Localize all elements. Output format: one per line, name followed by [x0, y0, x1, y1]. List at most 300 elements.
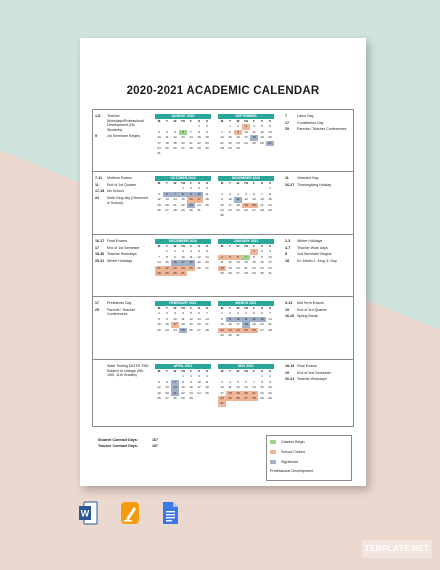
day-cell: 8	[198, 129, 200, 134]
day-cell	[266, 333, 274, 338]
day-cell: 21	[189, 140, 193, 145]
month-header: AUGUST 2020	[155, 114, 211, 119]
note	[95, 134, 150, 139]
watermark: TEMPLATE.NET	[362, 540, 432, 558]
weekday-label: S	[260, 119, 264, 123]
day-cell: 27	[242, 396, 250, 401]
note	[285, 246, 351, 251]
weekday-label: W	[173, 244, 177, 248]
left-notes	[95, 176, 150, 207]
note-date: 25	[285, 127, 289, 132]
day-cell: 13	[258, 317, 266, 322]
day-cell: 27	[165, 395, 169, 400]
day-cell: 30	[189, 207, 193, 212]
calendar-row	[93, 110, 353, 172]
weekday-label: F	[190, 306, 192, 310]
note-text: 1st Semester Begins	[107, 134, 141, 139]
note-text: End of 1st Quarter	[107, 182, 137, 187]
day-cell: 16	[205, 135, 209, 140]
day-cell: 20	[205, 260, 209, 265]
day-cell: 8	[221, 316, 223, 321]
weekday-label: F	[190, 244, 192, 248]
day-cell: 15	[268, 197, 272, 202]
day-cell: 24	[244, 140, 248, 145]
day-cell: 12	[197, 254, 201, 259]
legend-label: Classes Begin	[281, 440, 305, 444]
legend	[266, 435, 352, 481]
day-cell: 24	[157, 145, 161, 150]
day-cell: 17	[179, 260, 187, 265]
note-date: 7	[285, 114, 287, 118]
weekday-label: S	[197, 119, 201, 123]
contract-days	[98, 437, 158, 449]
day-cell: 14	[189, 135, 193, 140]
teacher-days-value: 187	[152, 444, 158, 448]
legend-classes-begin	[270, 440, 305, 444]
day-cell: 29	[197, 145, 201, 150]
day-cell	[250, 333, 258, 338]
day-cell: 29	[163, 271, 171, 276]
day-cell: 10	[173, 316, 177, 321]
day-cell: 16	[189, 385, 193, 390]
day-cell: 22	[260, 390, 264, 395]
note-date: 16-17	[95, 239, 105, 243]
day-cell: 6	[261, 311, 263, 316]
day-cell: 29	[252, 270, 256, 275]
day-cell: 16	[228, 322, 232, 327]
weekday-label: W	[236, 244, 240, 248]
day-cell	[250, 146, 258, 151]
day-cell: 7	[190, 129, 192, 134]
day-cell: 27	[181, 145, 185, 150]
day-cell: 9	[190, 379, 192, 384]
day-cell: 26	[197, 265, 201, 270]
calendar-row	[93, 297, 353, 360]
day-cell: 8	[182, 379, 184, 384]
note	[95, 239, 150, 244]
day-cell: 18	[205, 385, 209, 390]
weekday-label: S	[197, 244, 201, 248]
weekday-label: T	[229, 244, 231, 248]
day-cell: 7	[171, 380, 179, 385]
day-cell: 18	[236, 202, 240, 207]
day-cell: 6	[206, 249, 208, 254]
day-cell: 3	[237, 311, 239, 316]
weekday-label: S	[205, 306, 209, 310]
note-date: 19	[285, 370, 289, 375]
day-cell: 28	[244, 270, 248, 275]
day-cell: 26	[244, 207, 248, 212]
day-cell: 26	[234, 396, 242, 401]
note-text: Winter Holidays	[107, 259, 133, 264]
left-notes	[95, 364, 150, 380]
day-cell: 14	[220, 135, 224, 140]
day-cell: 23	[220, 207, 224, 212]
day-cell: 25	[226, 396, 234, 401]
day-cell: 29	[260, 395, 264, 400]
day-cell: 15	[165, 260, 169, 265]
day-cell: 5	[253, 311, 255, 316]
note-date: 17	[95, 301, 99, 305]
day-cell: 10	[234, 317, 242, 322]
day-cell: 15	[197, 135, 201, 140]
day-cell: 20	[260, 322, 264, 327]
day-cell: 13	[252, 197, 256, 202]
weekday-label: F	[190, 181, 192, 185]
day-cell: 18	[205, 197, 209, 202]
day-cell: 11	[242, 317, 250, 322]
weekday-label: S	[268, 244, 272, 248]
day-cell: 28	[173, 395, 177, 400]
day-cell: 30	[220, 213, 224, 218]
day-cell: 20	[165, 390, 169, 395]
day-cell: 9	[269, 379, 271, 384]
day-cell: 11	[205, 191, 209, 196]
weekday-label: W	[173, 181, 177, 185]
day-cell: 13	[197, 316, 201, 321]
day-cell: 3	[198, 186, 200, 191]
day-cell: 19	[234, 391, 242, 396]
day-cell: 18	[226, 391, 234, 396]
note	[95, 176, 150, 181]
day-cell: 5	[198, 249, 200, 254]
day-cell	[195, 396, 203, 401]
note-text: Veterans Day	[297, 176, 319, 180]
weekday-label: F	[190, 369, 192, 373]
day-cell	[250, 213, 258, 218]
day-cell: 14	[252, 385, 256, 390]
month-calendar	[218, 114, 274, 151]
left-notes	[95, 239, 150, 266]
month-calendar	[218, 239, 274, 276]
weekday-label: M	[157, 119, 161, 123]
legend-significant	[270, 460, 298, 464]
day-cell: 14	[173, 197, 177, 202]
day-cell: 17	[197, 385, 201, 390]
day-cell: 8	[229, 129, 231, 134]
right-notes	[285, 114, 351, 134]
day-cell: 23	[268, 390, 272, 395]
day-cell: 28	[155, 271, 163, 276]
day-cell: 9	[234, 130, 242, 135]
weekday-label: W	[236, 369, 240, 373]
calendar-grid	[92, 109, 354, 427]
day-cell: 12	[157, 197, 161, 202]
note	[285, 239, 351, 244]
month-calendar	[155, 239, 211, 276]
day-cell: 27	[266, 141, 274, 146]
note-text: Labor Day	[297, 114, 314, 118]
weekday-label: M	[220, 244, 224, 248]
day-cell: 5	[245, 191, 247, 196]
legend-swatch-orange	[270, 450, 276, 454]
day-cell: 4	[206, 186, 208, 191]
day-cell: 12	[244, 197, 248, 202]
day-cell: 9	[206, 129, 208, 134]
weekday-label: S	[205, 244, 209, 248]
month-calendar	[155, 364, 211, 401]
weekday-label: W	[236, 119, 240, 123]
day-cell: 6	[269, 124, 271, 129]
weekday-label: W	[173, 306, 177, 310]
day-cell: 10	[197, 379, 201, 384]
day-cell: 25	[252, 140, 256, 145]
day-cell: 15	[260, 385, 264, 390]
day-cell: 21	[268, 322, 272, 327]
day-cell: 7	[253, 379, 255, 384]
note	[285, 301, 351, 306]
day-cell: 28	[173, 207, 177, 212]
day-cell: 14	[244, 260, 248, 265]
day-cell: 26	[173, 145, 177, 150]
day-cell: 7	[171, 192, 179, 197]
note	[95, 246, 150, 251]
day-cell: 26	[189, 327, 193, 332]
weekday-label: F	[253, 181, 255, 185]
weekday-label: S	[197, 181, 201, 185]
note-date: 25-31	[95, 259, 105, 264]
day-cell	[234, 401, 242, 406]
day-cell: 27	[252, 207, 256, 212]
note-text: Final Exams	[107, 239, 127, 243]
day-cell: 15	[220, 322, 224, 327]
day-cell: 25	[179, 328, 187, 333]
day-cell: 11	[252, 129, 256, 134]
month-header: MARCH 2021	[218, 301, 274, 306]
day-cell: 30	[205, 145, 209, 150]
day-cell: 19	[260, 135, 264, 140]
calendar-document	[80, 38, 366, 486]
day-cell: 19	[157, 202, 161, 207]
day-cell: 3	[174, 311, 176, 316]
day-cell: 5	[174, 129, 176, 134]
note-text: 2nd Semester Begins	[297, 252, 332, 257]
day-cell: 23	[236, 140, 240, 145]
note	[95, 183, 150, 188]
day-cell: 27	[197, 327, 201, 332]
day-cell: 5	[261, 124, 263, 129]
note-date: 9-13	[285, 301, 293, 305]
docs-icon[interactable]	[160, 500, 180, 526]
note	[95, 252, 150, 257]
weekday-label: M	[157, 369, 161, 373]
day-cell: 23	[260, 265, 264, 270]
day-cell: 28	[189, 145, 193, 150]
calendar-row	[93, 235, 353, 297]
weekday-label: T	[229, 181, 231, 185]
month-header: JANUARY 2021	[218, 239, 274, 244]
weekday-label: T	[166, 306, 168, 310]
legend-label: Professional Development	[270, 469, 314, 473]
day-cell	[258, 146, 266, 151]
weekday-label: T	[166, 119, 168, 123]
note	[285, 114, 351, 119]
day-cell: 12	[173, 135, 177, 140]
day-cell: 11	[234, 197, 242, 202]
day-cell: 21	[260, 202, 264, 207]
weekday-label: S	[260, 181, 264, 185]
note-date: 18-30	[95, 252, 105, 257]
day-cell: 25	[205, 202, 209, 207]
note	[285, 371, 351, 376]
day-cell: 21	[205, 322, 209, 327]
note-date: 20-21	[285, 377, 295, 382]
day-cell	[234, 213, 242, 218]
note-text: End of 2nd Semester	[297, 370, 331, 375]
day-cell: 22	[181, 390, 185, 395]
note-date: 24	[95, 196, 99, 201]
day-cell: 12	[260, 129, 264, 134]
day-cell: 20	[197, 322, 201, 327]
note-date: 9	[95, 134, 97, 139]
right-notes	[285, 176, 351, 189]
day-cell: 22	[163, 266, 171, 271]
day-cell: 31	[218, 401, 226, 406]
month-header: APRIL 2021	[155, 364, 211, 369]
weekday-label: S	[260, 369, 264, 373]
day-cell: 28	[268, 327, 272, 332]
note-text: Presidents Day	[107, 301, 132, 305]
day-cell: 27	[236, 270, 240, 275]
day-cell: 11	[165, 135, 169, 140]
day-cell: 14	[157, 260, 161, 265]
day-cell: 7	[206, 311, 208, 316]
day-cell	[242, 401, 250, 406]
day-cell	[258, 213, 266, 218]
day-cell: 29	[220, 332, 224, 337]
day-cell: 4	[237, 191, 239, 196]
day-cell: 19	[157, 390, 161, 395]
day-cell: 4	[190, 249, 192, 254]
day-cell: 24	[179, 266, 187, 271]
day-cell: 24	[197, 390, 201, 395]
legend-professional-development	[270, 469, 313, 473]
day-cell: 30	[268, 395, 272, 400]
day-cell	[163, 151, 171, 156]
day-cell: 19	[189, 322, 193, 327]
note-text: Midterm Exams	[107, 176, 132, 180]
month-header: DECEMBER 2020	[155, 239, 211, 244]
day-cell: 5	[226, 255, 234, 260]
note-date: 7-11	[95, 176, 102, 180]
note-date: 17	[95, 245, 99, 250]
day-cell: 8	[158, 316, 160, 321]
day-cell: 19	[197, 260, 201, 265]
day-cell: 20	[165, 202, 169, 207]
weekday-label: M	[220, 369, 224, 373]
day-cell: 16	[220, 202, 224, 207]
note-text: Dr. Martin L. King Jr. Day	[297, 259, 337, 264]
legend-label: School Closed	[281, 450, 305, 454]
day-cell: 1	[250, 249, 258, 254]
note	[285, 252, 351, 257]
day-cell: 17	[244, 135, 248, 140]
note-date: 18	[285, 259, 289, 264]
day-cell	[226, 401, 234, 406]
note-text: Teacher Work days	[297, 245, 328, 250]
day-cell: 16	[236, 135, 240, 140]
day-cell	[258, 401, 266, 406]
note	[285, 121, 351, 126]
day-cell	[242, 146, 250, 151]
weekday-label: TH	[243, 181, 249, 185]
day-cell: 1	[269, 186, 271, 191]
day-cell: 9	[174, 254, 176, 259]
legend-swatch-green	[270, 440, 276, 444]
day-cell: 9	[261, 254, 263, 259]
right-notes	[285, 239, 351, 266]
day-cell: 24	[218, 396, 226, 401]
day-cell: 7	[261, 191, 263, 196]
day-cell: 15	[181, 197, 185, 202]
day-cell: 30	[260, 270, 264, 275]
month-calendar	[218, 301, 274, 338]
day-cell: 27	[205, 265, 209, 270]
note	[285, 377, 351, 382]
note-date: 16-20	[285, 314, 295, 319]
weekday-label: S	[197, 306, 201, 310]
day-cell: 9	[187, 192, 195, 197]
note-text: Winter Holidays	[297, 239, 323, 243]
day-cell: 12	[189, 316, 193, 321]
day-cell: 15	[181, 385, 185, 390]
day-cell: 3	[198, 374, 200, 379]
day-cell: 20	[242, 391, 250, 396]
day-cell: 2	[261, 249, 263, 254]
pages-icon[interactable]	[120, 500, 140, 526]
day-cell: 27	[260, 327, 264, 332]
day-cell: 6	[234, 255, 242, 260]
day-cell: 19	[173, 140, 177, 145]
day-cell: 10	[228, 197, 232, 202]
day-cell: 18	[250, 135, 258, 140]
weekday-label: TH	[180, 181, 186, 185]
note-text: Teacher Workdays	[297, 377, 327, 382]
day-cell: 20	[236, 265, 240, 270]
day-cell: 22	[157, 327, 161, 332]
day-cell: 21	[171, 391, 179, 396]
note-date: 26-27	[285, 182, 295, 187]
weekday-label: TH	[243, 244, 249, 248]
day-cell: 10	[220, 385, 224, 390]
month-calendar	[155, 114, 211, 157]
weekday-label: M	[157, 306, 161, 310]
day-cell: 3	[158, 129, 160, 134]
day-cell: 16	[165, 322, 169, 327]
day-cell: 28	[250, 396, 258, 401]
day-cell: 21	[155, 266, 163, 271]
day-cell	[266, 213, 274, 218]
day-cell: 11	[181, 316, 185, 321]
day-cell: 10	[244, 129, 248, 134]
weekday-label: F	[253, 369, 255, 373]
day-cell: 12	[228, 260, 232, 265]
month-calendar	[218, 364, 274, 407]
weekday-label: F	[253, 306, 255, 310]
day-cell: 18	[242, 322, 250, 327]
right-notes	[285, 301, 351, 321]
day-cell	[195, 271, 203, 276]
note-date: 1-3	[285, 239, 291, 243]
legend-label: Significant	[281, 460, 299, 464]
month-calendar	[155, 176, 211, 213]
student-days-label: Student Contract Days:	[98, 438, 138, 442]
word-icon[interactable]	[78, 500, 98, 526]
note-text: Constitution Day	[297, 120, 324, 125]
day-cell: 28	[220, 145, 224, 150]
day-cell: 16	[187, 197, 195, 202]
weekday-label: TH	[180, 369, 186, 373]
